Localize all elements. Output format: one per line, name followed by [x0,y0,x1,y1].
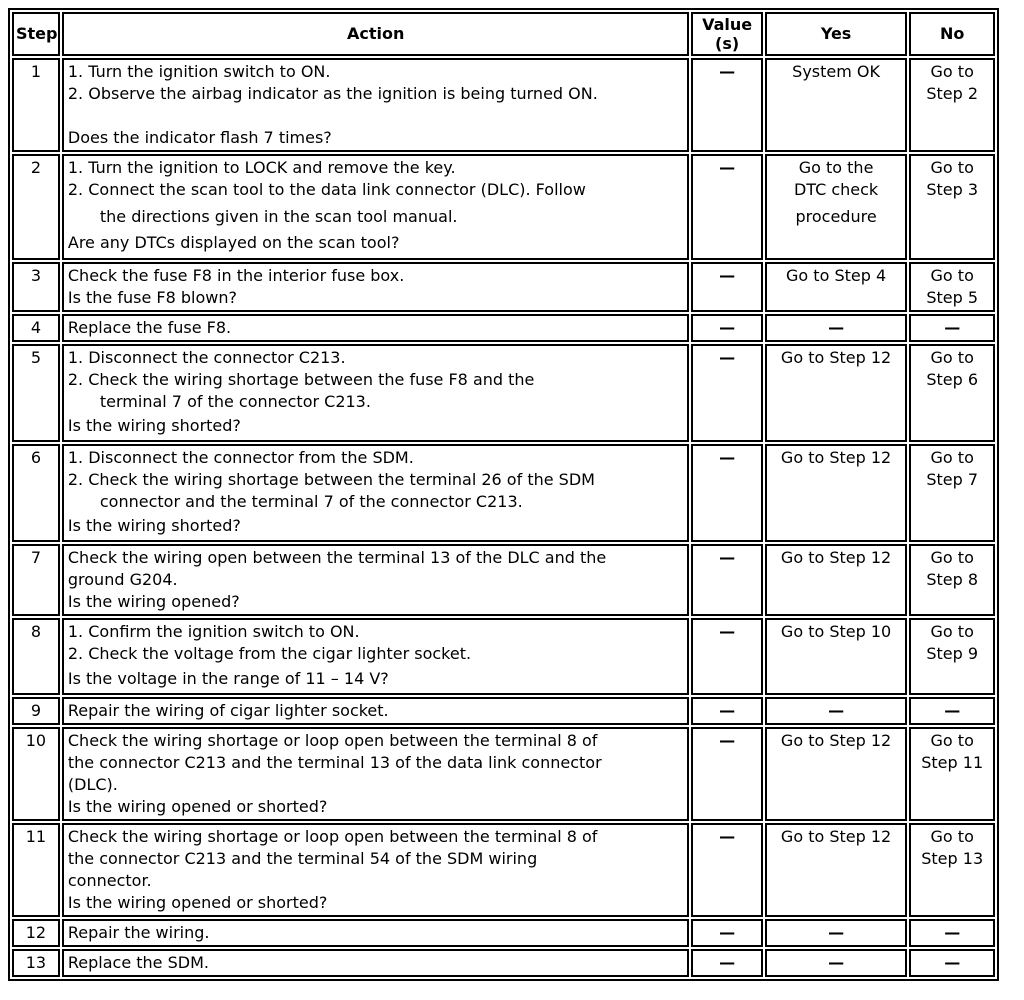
yes-cell: Go to Step 12 [765,444,908,542]
value-cell: — [691,919,762,947]
no-cell: Go to Step 3 [909,154,995,260]
diagnostic-table [8,8,999,981]
no-cell: — [909,314,995,342]
step-number: 9 [12,697,60,725]
yes-cell: Go to Step 12 [765,727,908,821]
value-cell: — [691,154,762,260]
action-cell: Check the wiring shortage or loop open between the terminal 8 of the connector C213 and the terminal 54 of the SDM wiring connector. Is the wiring opened or shorted? [62,823,690,917]
value-cell: — [691,544,762,616]
no-cell: Go to Step 9 [909,618,995,695]
yes-cell: Go to Step 12 [765,544,908,616]
value-cell: — [691,697,762,725]
table-row [12,949,995,977]
header-action: Action [62,12,690,56]
value-cell: — [691,949,762,977]
no-cell: Go to Step 13 [909,823,995,917]
no-cell: Go to Step 5 [909,262,995,312]
yes-cell: Go to the DTC check procedure [765,154,908,260]
action-item: 1. Turn the ignition switch to ON. [67,62,331,81]
table-row [12,344,995,442]
table-row [12,618,995,695]
action-cell [62,58,690,152]
yes-cell: Go to Step 4 [765,262,908,312]
no-cell: Go to Step 2 [909,58,995,152]
action-question: Is the wiring shorted? [67,516,241,535]
table-row [12,262,995,312]
yes-cell: — [765,314,908,342]
table-row [12,919,995,947]
step-number: 4 [12,314,60,342]
action-question: Is the wiring opened or shorted? [67,797,328,816]
table-row [12,154,995,260]
action-question: Is the wiring shorted? [67,416,241,435]
step-number: 13 [12,949,60,977]
table-row [12,697,995,725]
action-item: 2. Observe the airbag indicator as the ignition is being turned ON. [67,84,598,103]
step-number: 6 [12,444,60,542]
header-value [691,12,762,56]
yes-cell: Go to Step 12 [765,823,908,917]
yes-cell: Go to Step 12 [765,344,908,442]
action-cell: 1. Disconnect the connector from the SDM. 2. Check the wiring shortage between the terminal 26 of the SDM connector and the terminal 7 of the connector C213. Is the wiring shorted? [62,444,690,542]
action-question: Is the wiring opened? [67,592,240,611]
value-cell: — [691,314,762,342]
action-cell: Check the wiring shortage or loop open between the terminal 8 of the connector C213 and the terminal 13 of the data link connector (DLC). Is the wiring opened or shorted? [62,727,690,821]
action-cell: Repair the wiring of cigar lighter socket. [62,697,690,725]
action-cell: Replace the SDM. [62,949,690,977]
step-number: 7 [12,544,60,616]
action-cell: Check the fuse F8 in the interior fuse box. Is the fuse F8 blown? [62,262,690,312]
action-cell: 1. Confirm the ignition switch to ON. 2. Check the voltage from the cigar lighter socket. Is the voltage in the range of 11 – 14 V? [62,618,690,695]
action-cell: 1. Disconnect the connector C213. 2. Check the wiring shortage between the fuse F8 and the terminal 7 of the connector C213. Is the wiring shorted? [62,344,690,442]
action-cell [62,154,690,260]
action-question: Is the fuse F8 blown? [67,288,237,307]
no-cell: Go to Step 7 [909,444,995,542]
header-row [12,12,995,56]
step-number: 8 [12,618,60,695]
value-cell: — [691,444,762,542]
header-step: Step [12,12,60,56]
no-cell: — [909,949,995,977]
action-cell: Repair the wiring. [62,919,690,947]
action-question: Is the voltage in the range of 11 – 14 V? [67,669,389,688]
step-number: 5 [12,344,60,442]
table-row [12,58,995,152]
header-no: No [909,12,995,56]
step-number: 10 [12,727,60,821]
action-item-continued: the directions given in the scan tool manual. [99,207,458,226]
table-row [12,823,995,917]
table-row [12,444,995,542]
yes-cell: Go to Step 10 [765,618,908,695]
yes-cell: — [765,949,908,977]
action-question: Does the indicator flash 7 times? [67,128,332,147]
header-value-line2: (s) [715,34,740,53]
no-cell: — [909,697,995,725]
action-question: Is the wiring opened or shorted? [67,893,328,912]
yes-cell: — [765,919,908,947]
value-cell: — [691,618,762,695]
action-cell: Replace the fuse F8. [62,314,690,342]
action-item: 2. Connect the scan tool to the data link connector (DLC). Follow [67,180,586,199]
table-row [12,544,995,616]
step-number: 3 [12,262,60,312]
value-cell: — [691,344,762,442]
action-cell: Check the wiring open between the terminal 13 of the DLC and the ground G204. Is the wiring opened? [62,544,690,616]
action-question: Are any DTCs displayed on the scan tool? [67,233,400,252]
value-cell: — [691,727,762,821]
step-number: 12 [12,919,60,947]
table-row [12,314,995,342]
value-cell: — [691,262,762,312]
yes-cell: System OK [765,58,908,152]
header-value-line1: Value [702,15,753,34]
no-cell: Go to Step 11 [909,727,995,821]
table-row [12,727,995,821]
no-cell: — [909,919,995,947]
step-number: 11 [12,823,60,917]
value-cell: — [691,823,762,917]
step-number: 1 [12,58,60,152]
header-yes: Yes [765,12,908,56]
value-cell: — [691,58,762,152]
step-number: 2 [12,154,60,260]
no-cell: Go to Step 8 [909,544,995,616]
page [8,8,999,981]
no-cell: Go to Step 6 [909,344,995,442]
action-item: 1. Turn the ignition to LOCK and remove the key. [67,158,456,177]
yes-cell: — [765,697,908,725]
